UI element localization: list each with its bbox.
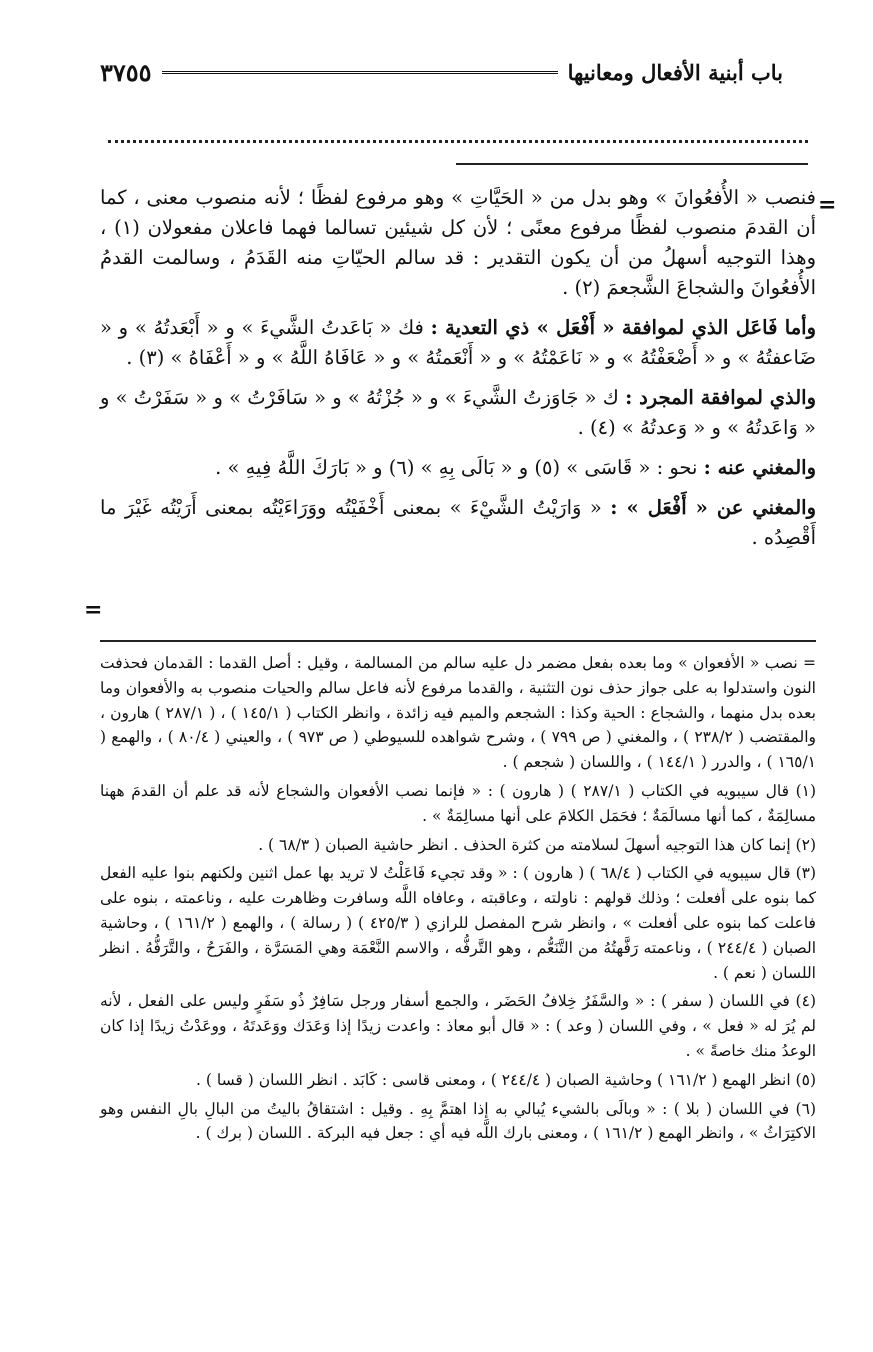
footnote-continued: = نصب « الأفعوان » وما بعده بفعل مضمر دل عليه سالم من المسالمة ، وقيل : أصل القدما : القدمان فحذفت النون واستدلوا به على جواز حذف نون التثنية ، والقدما مرفوع لأنه فاعل سالم والحيات منصوب به والأفعوان وما بعده بدل منهما ، والشجاع : الحية وكذا : الشجعم والميم فيه زائدة ، وانظر الكتاب ( ١٤٥/١ ) ، ( ٢٨٧/١ ) هارون ، والمقتضب ( ٢٣٨/٢ ) ، والمغني ( ص ٧٩٩ ) ، وشرح شواهده للسيوطي ( ص ٩٧٣ ) ، والعيني ( ٨٠/٤ ) ، والهمع ( ١٦٥/١ ) ، والدرر ( ١٤٤/١ ) ، واللسان ( شجعم ) . (100, 654, 817, 772)
continuation-mark-bottom: = (84, 597, 103, 623)
page-header (100, 52, 783, 92)
continuation-mark-top: = (818, 192, 837, 218)
paragraph-3-body: ك « جَاوَزتُ الشَّيءَ » و « جُزْتُهُ » و « سَافَرْتُ » و « سَفَرْتُ » و « وَاعَدتُهُ » و « وَعدتُهُ » (٤) . (100, 386, 816, 439)
paragraph-1: فنصب « الأُفعُوانَ » وهو بدل من « الحَيَّاتِ » وهو مرفوع لفظًا ؛ لأنه منصوب معنى ، كما أن القدمَ منصوب لفظًا مرفوع معنًى ؛ لأن كل شيئين تسالما فهما فاعلان مفعولان (١) ، وهذا التوجيه أسهلُ من أن يكون التقدير : قد سالم الحيّاتِ منه القَدَمُ ، وسالمت القدمُ الأُفعُوانَ والشجاعَ الشَّجعمَ (٢) . (100, 186, 816, 299)
footnote-4: (٤) في اللسان ( سفر ) : « والسَّفَرُ خِلافُ الحَضَر ، والجمع أسفار ورجل سَافِرٌ ذُو سَفَرٍ وليس على الفعل ، لأنه لم يُرَ له « فعل » ، وفي اللسان ( وعد ) : « قال أبو معاذ : واعدت زيدًا إذا وَعَدَك ووَعَدتَهُ ، ووعَدْتُ زيدًا إذا كان الوعدُ منك خاصةً » . (100, 992, 816, 1060)
footnote-rule (100, 640, 816, 642)
footnote-6: (٦) في اللسان ( بلا ) : « وبالَى بالشيء يُبالي به إذا اهتمَّ بِهِ . وقيل : اشتقاقُ باليتُ من البالِ بالِ النفس وهو الاكتِرَاثُ » ، وانظر الهمع ( ١٦١/٢ ) ، ومعنى بارك اللَّه فيه أي : جعل فيه البركة . اللسان ( برك ) . (100, 1099, 816, 1143)
chapter-title: باب أبنية الأفعال ومعانيها (567, 59, 783, 85)
paragraph-4-body: نحو : « قَاسَى » (٥) و « بَالَى بِهِ » (٦) و « بَارَكَ اللَّهُ فِيهِ » . (215, 456, 698, 479)
paragraph-2 (100, 313, 816, 373)
paragraph-5-heading: والمغني عن « أَفْعَل » : (610, 496, 816, 519)
footnotes (100, 651, 816, 1150)
paragraph-5 (100, 493, 816, 553)
paragraph-3-heading: والذي لموافقة المجرد : (625, 386, 816, 409)
paragraph-4-heading: والمغني عنه : (703, 456, 816, 479)
page-number: ٣٧٥٥ (100, 57, 152, 87)
paragraph-4 (100, 453, 816, 483)
paragraph-3 (100, 383, 816, 443)
paragraph-5-body: « وَارَيْتُ الشَّيْءَ » بمعنى أَخْفَيْتُه ووَرَاءَيْتُه بمعنى أَرَيْتُه غَيْرَ ما أَقْصِدُه . (100, 496, 816, 549)
section-rule (456, 163, 808, 165)
paragraph-2-heading: وأما فَاعَل الذي لموافقة « أَفْعَل » ذي التعدية : (430, 316, 816, 339)
header-rule (162, 71, 558, 74)
footnote-1: (١) قال سيبويه في الكتاب ( ٢٨٧/١ ) ( هارون ) : « فإنما نصب الأفعوان والشجاع لأنه قد علم أن القدمَ ههنا مسالِمَةٌ ، كما أنها مسالَمَةٌ ؛ فحَمَل الكلامَ على أنها مسالِمَةٌ » . (100, 781, 817, 825)
dotted-separator (108, 140, 808, 143)
footnote-5: (٥) انظر الهمع ( ١٦١/٢ ) وحاشية الصبان ( ٢٤٤/٤ ) ، ومعنى قاسى : كَابَد . انظر اللسان ( قسا ) . (196, 1070, 816, 1089)
paragraph-2-body: فك « بَاعَدتُ الشَّيءَ » و « أَبْعَدتُهُ » و « ضَاعفتُهُ » و « أَضْعَفْتُهُ » و « نَاعَمْتُهُ » و « أَنْعَمتُهُ » و « عَافَاهُ اللَّهُ » و « أَعْفَاهُ » (٣) . (100, 316, 816, 369)
footnote-2: (٢) إنما كان هذا التوجيه أسهلَ لسلامته من كثرة الحذف . انظر حاشية الصبان ( ٦٨/٣ ) . (258, 835, 816, 854)
main-text (100, 183, 816, 563)
footnote-3: (٣) قال سيبويه في الكتاب ( ٦٨/٤ ) ( هارون ) : « وقد تجيء فَاعَلْتُ لا تريد بها عمل اثنين ولكنهم بنوا عليه الفعل كما بنوه على أفعلت ؛ وذلك قولهم : ناولته ، وعاقبته ، وعافاه اللَّه وسافرت وظاهرت عليه ، وناعمته ، بنوه على فاعلت كما بنوه على أفعلت » ، وانظر شرح المفصل للرازي ( ٤٢٥/٣ ) ( رسالة ) ، والهمع ( ١٦١/٢ ) ، وحاشية الصبان ( ٢٤٤/٤ ) ، وناعمته رَفَّهتُهُ من التَّنَعُّم ، وهو التَّرفُّه ، والاسم النَّعْمَة وهي المَسَرَّة ، والفَرَحُ ، والتَّرَفُّهُ . انظر اللسان ( نعم ) . (100, 864, 817, 982)
